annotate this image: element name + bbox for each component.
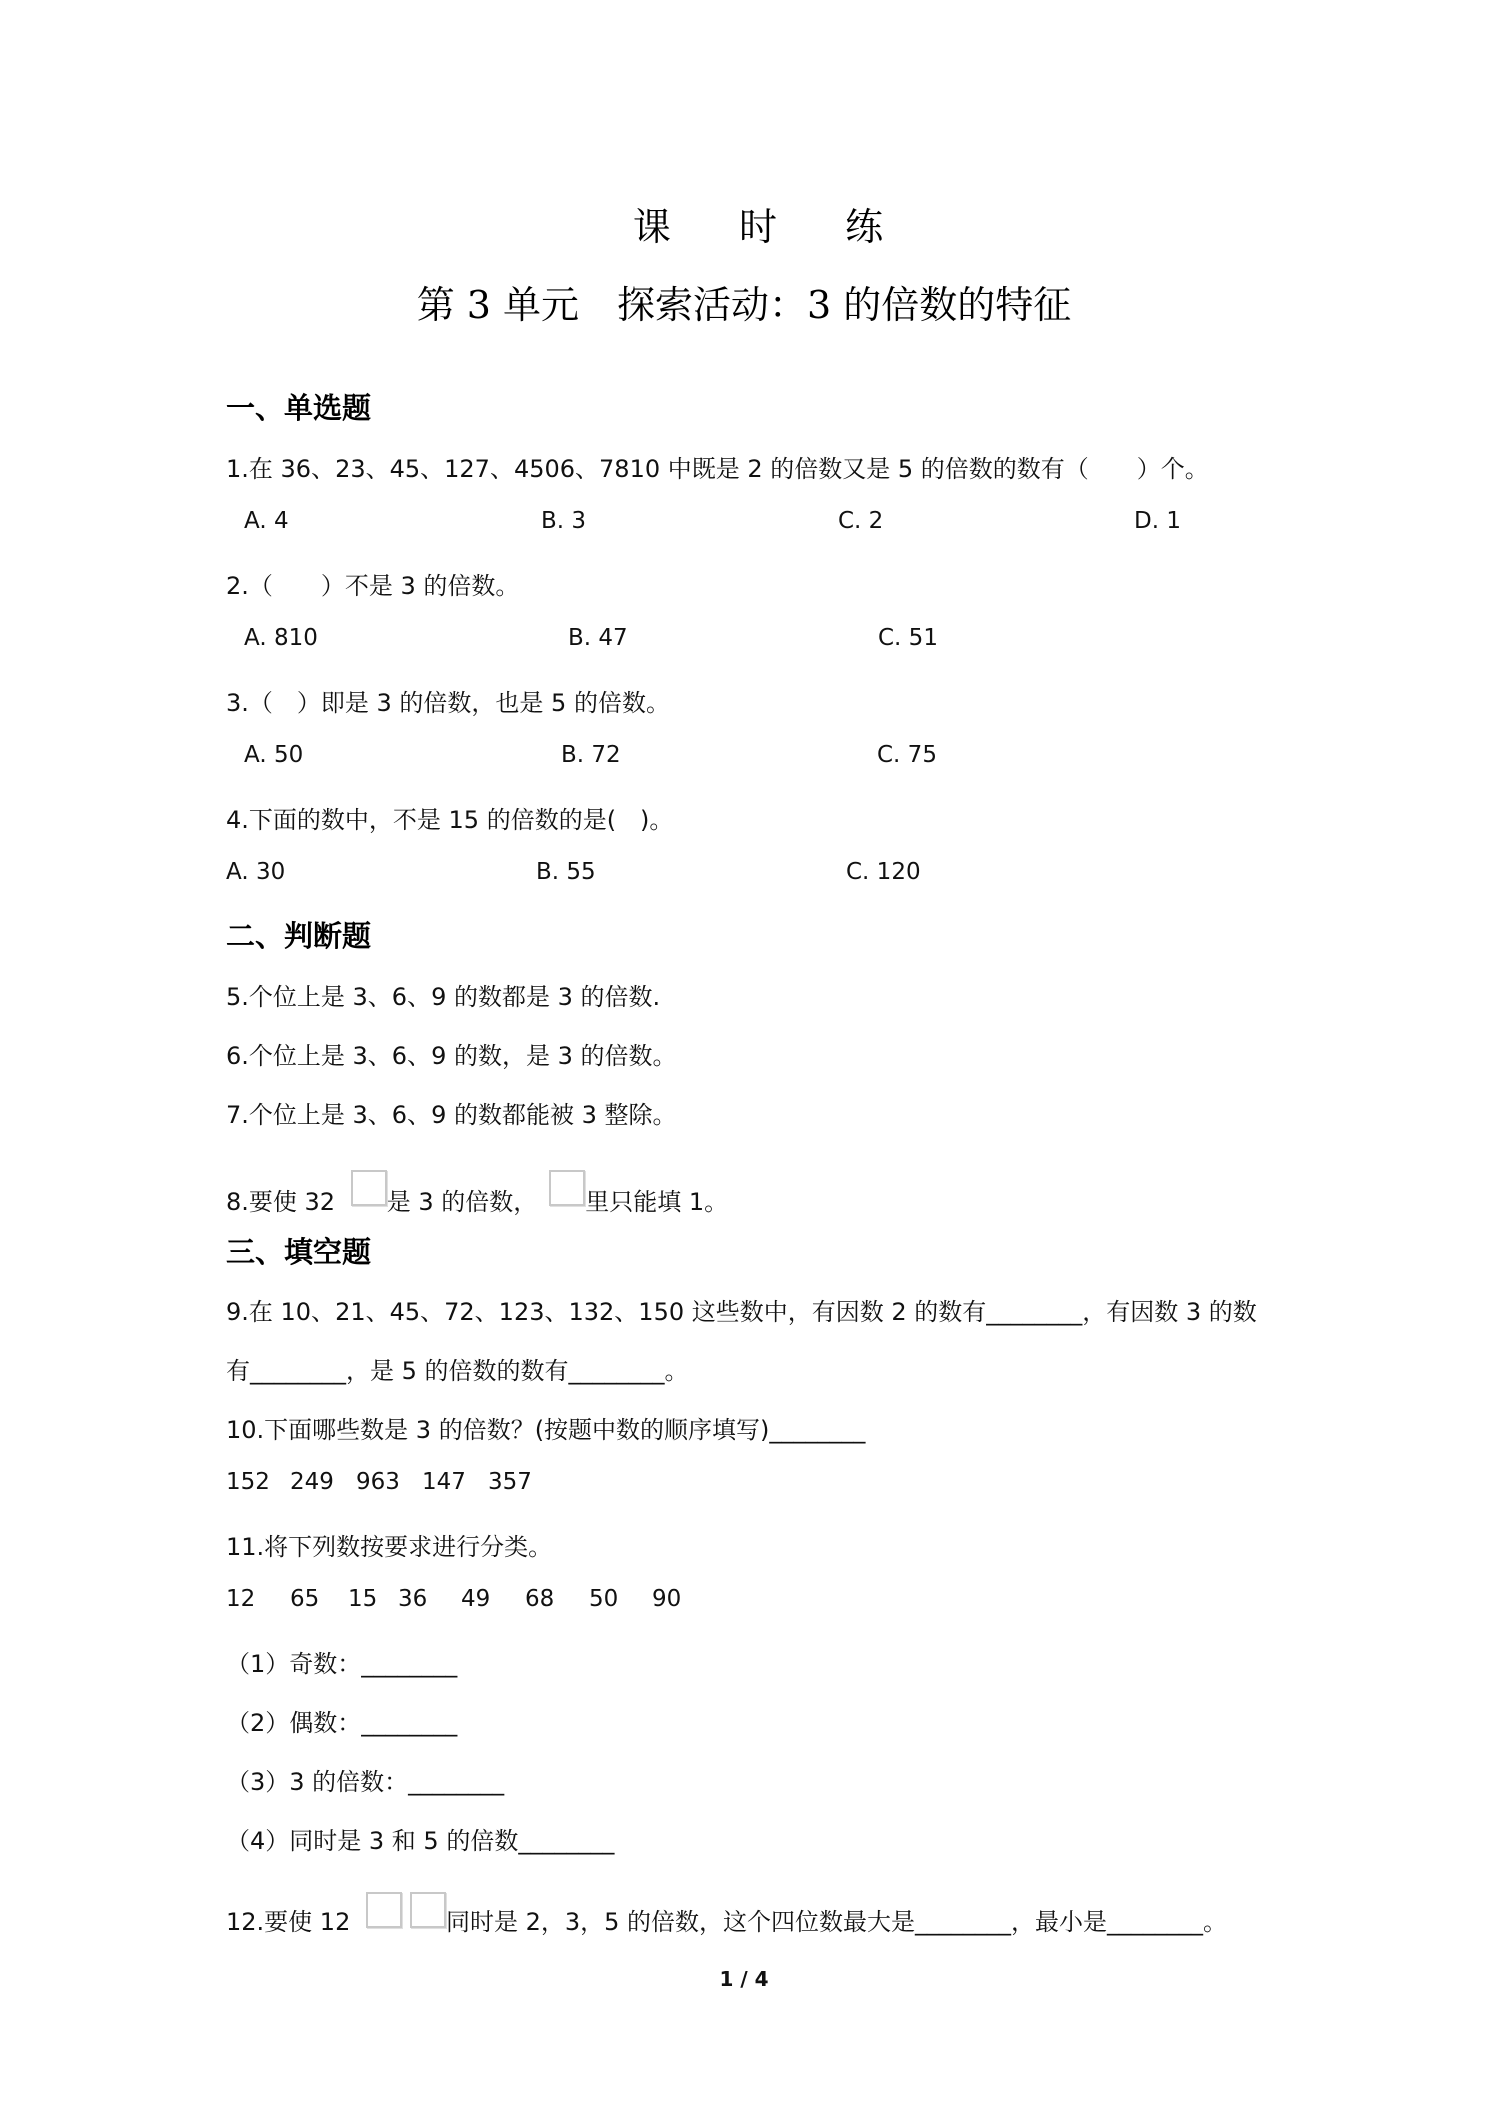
section-heading-true-false: 二、判断题 [226, 919, 372, 953]
question-11: 11.将下列数按要求进行分类。 [226, 1533, 553, 1561]
q11-number-5: 49 [461, 1586, 491, 1612]
q3-option-a: A. 50 [244, 742, 304, 768]
q2-option-c: C. 51 [878, 625, 938, 651]
question-7: 7.个位上是 3、6、9 的数都能被 3 整除。 [226, 1101, 677, 1129]
question-6: 6.个位上是 3、6、9 的数，是 3 的倍数。 [226, 1042, 677, 1070]
q11-sub-1: （1）奇数：________ [226, 1650, 458, 1678]
q3-option-b: B. 72 [561, 742, 621, 768]
question-2: 2.（ ）不是 3 的倍数。 [226, 572, 520, 600]
page-subtitle: 第 3 单元 探索活动：3 的倍数的特征 [416, 283, 1072, 327]
q11-number-8: 90 [652, 1586, 682, 1612]
q4-option-c: C. 120 [846, 859, 921, 885]
q4-option-b: B. 55 [536, 859, 596, 885]
q10-number-3: 963 [356, 1469, 400, 1495]
question-4: 4.下面的数中，不是 15 的倍数的是( )。 [226, 806, 674, 834]
q8-blank-box-1[interactable] [351, 1170, 387, 1206]
q12-blank-box-1[interactable] [366, 1892, 402, 1928]
q11-sub-4: （4）同时是 3 和 5 的倍数________ [226, 1827, 615, 1855]
q8-blank-box-2[interactable] [549, 1170, 585, 1206]
q10-number-2: 249 [290, 1469, 334, 1495]
q11-number-2: 65 [290, 1586, 320, 1612]
question-9-line-1: 9.在 10、21、45、72、123、132、150 这些数中，有因数 2 的数有________，有因数 3 的数 [226, 1298, 1257, 1326]
q2-option-a: A. 810 [244, 625, 318, 651]
q11-sub-2: （2）偶数：________ [226, 1709, 458, 1737]
q2-option-b: B. 47 [568, 625, 628, 651]
q8-text-part2: 是 3 的倍数， [386, 1188, 538, 1216]
page-number: 1 / 4 [719, 1967, 769, 1991]
q1-option-b: B. 3 [541, 508, 587, 534]
section-heading-fill-in: 三、填空题 [226, 1235, 372, 1269]
q8-text-part3: 里只能填 1。 [585, 1188, 729, 1216]
question-1: 1.在 36、23、45、127、4506、7810 中既是 2 的倍数又是 5 的倍数的数有（ ）个。 [226, 455, 1209, 483]
q11-number-7: 50 [589, 1586, 619, 1612]
q12-text-part2: 同时是 2，3，5 的倍数，这个四位数最大是________，最小是________。 [445, 1908, 1228, 1936]
q11-number-6: 68 [525, 1586, 555, 1612]
q10-number-4: 147 [422, 1469, 466, 1495]
q10-number-5: 357 [488, 1469, 532, 1495]
page-title: 课 时 练 [632, 205, 912, 249]
section-heading-single-choice: 一、单选题 [226, 391, 372, 425]
q4-option-a: A. 30 [226, 859, 286, 885]
q11-number-3: 15 [348, 1586, 378, 1612]
q11-sub-3: （3）3 的倍数：________ [226, 1768, 505, 1796]
question-3: 3.（ ）即是 3 的倍数，也是 5 的倍数。 [226, 689, 670, 717]
q1-option-c: C. 2 [838, 508, 884, 534]
question-8 [226, 1170, 728, 1217]
question-5: 5.个位上是 3、6、9 的数都是 3 的倍数. [226, 983, 661, 1011]
q8-text-part1: 8.要使 32 [226, 1188, 343, 1216]
question-10: 10.下面哪些数是 3 的倍数？(按题中数的顺序填写)________ [226, 1416, 866, 1444]
q11-number-4: 36 [398, 1586, 428, 1612]
q1-option-a: A. 4 [244, 508, 289, 534]
question-9-line-2: 有________，是 5 的倍数的数有________。 [226, 1357, 689, 1385]
q11-number-1: 12 [226, 1586, 256, 1612]
q12-text-part1: 12.要使 12 [226, 1908, 358, 1936]
question-12 [226, 1892, 1227, 1937]
q3-option-c: C. 75 [877, 742, 937, 768]
q10-number-1: 152 [226, 1469, 270, 1495]
q12-blank-box-2[interactable] [410, 1892, 446, 1928]
q1-option-d: D. 1 [1134, 508, 1181, 534]
